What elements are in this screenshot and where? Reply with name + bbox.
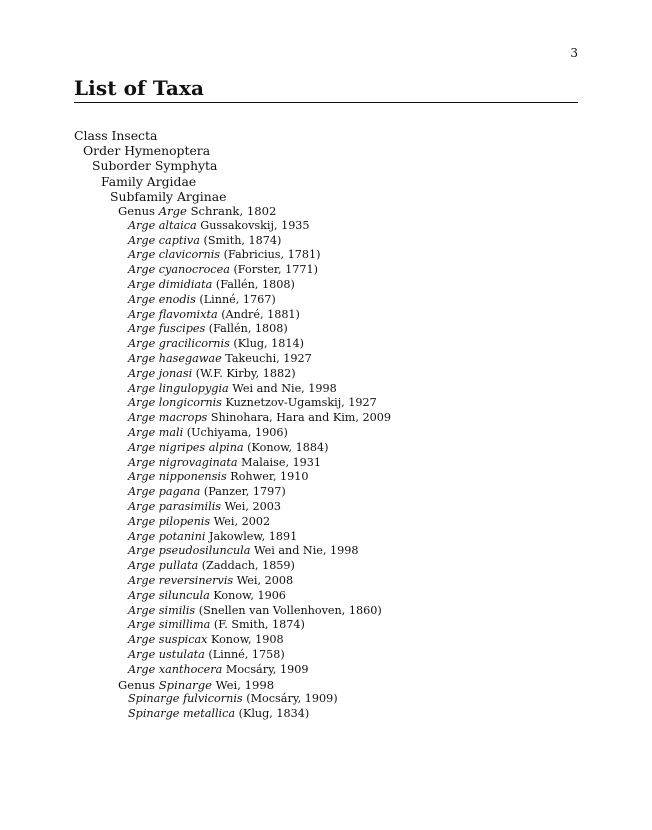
taxon-name: Arge dimidiata xyxy=(128,278,213,291)
taxon-name: Arge nigripes alpina xyxy=(128,440,244,454)
taxon-author: Jakowlew, 1891 xyxy=(208,529,298,543)
taxon-name: Arge captiva xyxy=(128,233,200,247)
taxon-entry xyxy=(74,633,578,648)
taxon-entry xyxy=(74,367,578,382)
taxon-name: Arge hasegawae xyxy=(128,351,222,365)
taxon-name: Arge potanini xyxy=(128,529,206,543)
taxon-author: (W.F. Kirby, 1882) xyxy=(195,366,296,380)
taxon-name: Arge xyxy=(158,204,187,219)
taxon-rank: Class Insecta xyxy=(74,128,158,143)
taxon-entry xyxy=(74,278,578,293)
taxon-name: Arge similis xyxy=(128,603,196,617)
taxon-entry xyxy=(74,263,578,278)
taxon-author: Malaise, 1931 xyxy=(241,455,322,469)
taxon-rank: Family Argidae xyxy=(101,173,197,189)
taxon-entry xyxy=(74,189,578,204)
taxon-author: (Fallén, 1808) xyxy=(215,278,295,291)
taxon-entry xyxy=(74,589,578,604)
taxon-author: Wei, 1998 xyxy=(215,677,275,692)
taxon-author: (Klug, 1834) xyxy=(238,707,310,721)
taxon-entry xyxy=(74,248,578,263)
taxon-author: Konow, 1908 xyxy=(211,633,284,647)
taxon-author: (Fabricius, 1781) xyxy=(223,248,321,262)
taxon-rank: Subfamily Arginae xyxy=(110,188,227,204)
taxon-name: Arge nipponensis xyxy=(128,470,227,484)
taxon-author: Wei, 2003 xyxy=(224,499,281,513)
taxon-author: Kuznetzov-Ugamskij, 1927 xyxy=(225,396,377,410)
taxon-name: Arge longicornis xyxy=(128,396,222,410)
taxon-author: (Smith, 1874) xyxy=(203,233,282,247)
taxon-author: (F. Smith, 1874) xyxy=(213,618,305,632)
taxon-author: Konow, 1906 xyxy=(213,588,286,602)
taxon-entry xyxy=(74,293,578,308)
taxon-author: (Uchiyama, 1906) xyxy=(186,425,288,439)
taxon-author: (Fallén, 1808) xyxy=(208,322,288,336)
taxon-entry xyxy=(74,337,578,352)
taxon-entry xyxy=(74,308,578,323)
taxon-entry xyxy=(74,663,578,678)
taxon-name: Arge mali xyxy=(128,425,184,439)
taxon-name: Spinarge xyxy=(158,677,212,692)
taxon-name: Arge simillima xyxy=(128,618,211,632)
taxon-author: Schrank, 1802 xyxy=(190,204,277,219)
taxon-name: Arge siluncula xyxy=(128,588,210,602)
taxon-name: Arge enodis xyxy=(128,292,196,306)
taxon-name: Spinarge fulvicornis xyxy=(128,692,243,706)
taxon-author: Takeuchi, 1927 xyxy=(225,351,312,365)
taxon-entry xyxy=(74,692,578,707)
taxon-entry xyxy=(74,707,578,722)
taxon-author: (Linné, 1767) xyxy=(199,292,276,306)
taxon-entry xyxy=(74,396,578,411)
taxon-name: Arge clavicornis xyxy=(128,248,221,262)
taxon-entry xyxy=(74,426,578,441)
taxon-rank: Order Hymenoptera xyxy=(83,143,211,159)
taxon-entry xyxy=(74,559,578,574)
taxon-entry xyxy=(74,204,578,219)
taxon-entry xyxy=(74,485,578,500)
taxon-author: Gussakovskij, 1935 xyxy=(200,218,310,232)
taxon-name: Spinarge metallica xyxy=(128,707,236,721)
taxon-name: Arge pagana xyxy=(128,485,201,499)
taxon-entry xyxy=(74,322,578,337)
taxon-entry xyxy=(74,515,578,530)
taxon-entry xyxy=(74,352,578,367)
taxon-entry xyxy=(74,128,578,143)
taxon-rank: Genus xyxy=(118,204,156,219)
taxon-author: Mocsáry, 1909 xyxy=(225,662,309,676)
title-rule xyxy=(74,102,578,103)
taxon-entry xyxy=(74,470,578,485)
taxon-name: Arge pullata xyxy=(128,559,199,573)
taxon-entry xyxy=(74,500,578,515)
taxon-name: Arge parasimilis xyxy=(128,499,222,513)
taxon-entry xyxy=(74,648,578,663)
taxon-entry xyxy=(74,456,578,471)
taxon-name: Arge pseudosiluncula xyxy=(128,544,251,558)
taxon-name: Arge gracilicornis xyxy=(128,337,230,351)
taxon-name: Arge lingulopygia xyxy=(128,381,229,395)
taxon-entry xyxy=(74,441,578,456)
taxon-entry xyxy=(74,604,578,619)
taxon-author: (Mocsáry, 1909) xyxy=(246,692,338,706)
taxon-author: (Forster, 1771) xyxy=(233,263,318,277)
taxon-author: Wei and Nie, 1998 xyxy=(232,381,337,395)
taxon-entry xyxy=(74,219,578,234)
taxon-entry xyxy=(74,411,578,426)
taxon-entry xyxy=(74,544,578,559)
taxon-author: (Linné, 1758) xyxy=(208,647,285,661)
taxon-entry xyxy=(74,174,578,189)
taxon-name: Arge pilopenis xyxy=(128,514,211,528)
taxon-author: (Konow, 1884) xyxy=(247,440,329,454)
taxon-name: Arge xanthocera xyxy=(128,662,223,676)
taxon-name: Arge flavomixta xyxy=(128,307,218,321)
page-number: 3 xyxy=(570,46,578,60)
taxon-name: Arge altaica xyxy=(128,218,197,232)
page-title: List of Taxa xyxy=(74,76,205,100)
taxon-entry xyxy=(74,530,578,545)
taxon-name: Arge macrops xyxy=(128,411,208,425)
taxon-name: Arge suspicax xyxy=(128,633,208,647)
taxon-entry xyxy=(74,574,578,589)
taxon-entry xyxy=(74,618,578,633)
taxon-name: Arge jonasi xyxy=(128,366,193,380)
taxon-entry xyxy=(74,143,578,158)
taxon-author: (Panzer, 1797) xyxy=(203,485,286,499)
taxon-rank: Suborder Symphyta xyxy=(92,158,218,174)
taxon-author: (Zaddach, 1859) xyxy=(201,559,295,573)
taxon-author: Wei and Nie, 1998 xyxy=(253,544,359,558)
taxon-author: Wei, 2008 xyxy=(236,573,294,587)
taxa-list xyxy=(74,128,578,722)
taxon-author: (Snellen van Vollenhoven, 1860) xyxy=(198,603,382,617)
taxon-entry xyxy=(74,234,578,249)
taxon-name: Arge ustulata xyxy=(128,647,205,661)
taxon-author: Rohwer, 1910 xyxy=(230,470,309,484)
taxon-entry xyxy=(74,158,578,173)
taxon-name: Arge fuscipes xyxy=(128,322,206,336)
taxon-rank: Genus xyxy=(118,677,156,692)
taxon-author: Shinohara, Hara and Kim, 2009 xyxy=(210,411,391,425)
taxon-entry xyxy=(74,382,578,397)
taxon-entry xyxy=(74,678,578,693)
taxon-author: (Klug, 1814) xyxy=(233,337,305,351)
taxon-name: Arge nigrovaginata xyxy=(128,455,238,469)
taxon-name: Arge reversinervis xyxy=(128,573,234,587)
taxon-author: (André, 1881) xyxy=(221,307,300,321)
taxon-name: Arge cyanocrocea xyxy=(128,263,230,277)
taxon-author: Wei, 2002 xyxy=(213,514,271,528)
